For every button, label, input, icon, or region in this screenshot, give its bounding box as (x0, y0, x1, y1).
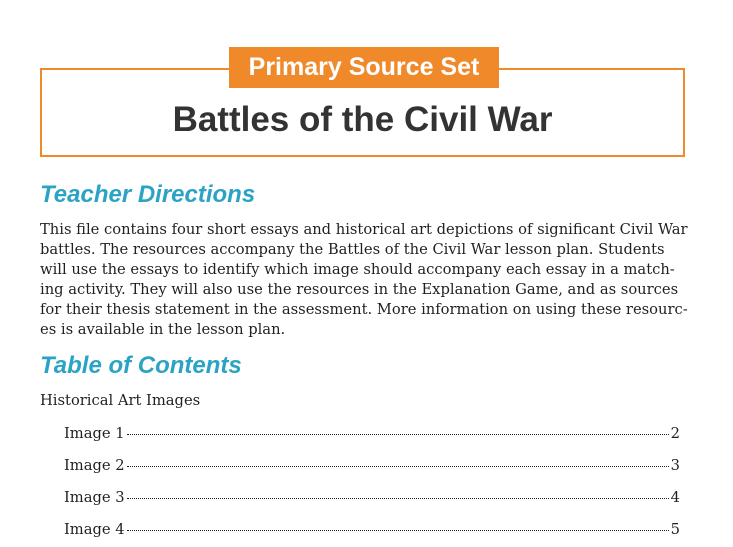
toc-entry-label: Image 2 (64, 457, 125, 474)
paragraph-line: This file contains four short essays and historical art depictions of significant Civil War (40, 221, 688, 238)
paragraph-line: will use the essays to identify which image should accompany each essay in a match- (40, 261, 675, 278)
toc-entry-label: Image 1 (64, 425, 125, 442)
toc-page-number: 2 (670, 425, 680, 442)
page-title: Battles of the Civil War (172, 100, 553, 139)
paragraph-line: battles. The resources accompany the Battles of the Civil War lesson plan. Students (40, 241, 665, 258)
toc-leader-dots (127, 498, 669, 499)
teacher-directions-heading: Teacher Directions (40, 181, 256, 208)
paragraph-line: ing activity. They will also use the resources in the Explanation Game, and as sources (40, 281, 679, 298)
primary-source-set-badge: Primary Source Set (229, 47, 499, 88)
toc-group-label: Historical Art Images (40, 392, 201, 409)
toc-entry-image-4[interactable] (64, 520, 680, 540)
toc-entry-label: Image 3 (64, 489, 125, 506)
paragraph-line: es is available in the lesson plan. (40, 321, 286, 338)
toc-page-number: 3 (670, 457, 680, 474)
toc-page-number: 4 (670, 489, 680, 506)
teacher-directions-paragraph (40, 220, 688, 340)
toc-page-number: 5 (670, 521, 680, 538)
toc-leader-dots (127, 434, 669, 435)
table-of-contents-heading: Table of Contents (40, 352, 242, 379)
toc-entry-label: Image 4 (64, 521, 125, 538)
toc-entry-image-3[interactable] (64, 488, 680, 508)
toc-entry-image-1[interactable] (64, 424, 680, 444)
toc-leader-dots (127, 466, 669, 467)
toc-entry-image-2[interactable] (64, 456, 680, 476)
toc-leader-dots (127, 530, 669, 531)
paragraph-line: for their thesis statement in the assessment. More information on using these resourc- (40, 301, 688, 318)
